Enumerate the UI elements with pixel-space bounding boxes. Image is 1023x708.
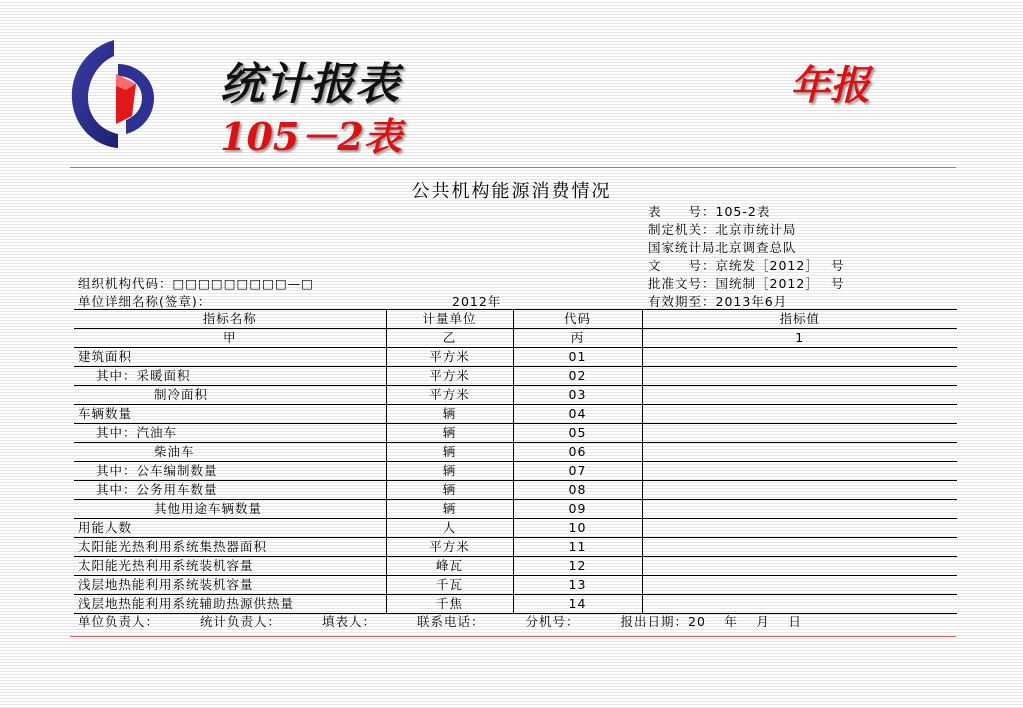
table-row [74,367,957,386]
signature-footer [78,612,838,630]
unit-cell: 千瓦 [386,576,513,595]
unit-cell: 峰瓦 [386,557,513,576]
code-cell: 04 [513,405,642,424]
indicator-name: 柴油车 [74,443,386,462]
footer-phone: 联系电话： [417,614,485,629]
logo-icon [62,34,166,152]
code-cell: 08 [513,481,642,500]
subheader-cell: 丙 [513,329,642,348]
indicator-name: 其他用途车辆数量 [74,500,386,519]
value-cell [642,538,957,557]
value-cell [642,481,957,500]
indicator-name: 太阳能光热利用系统装机容量 [74,557,386,576]
value-cell [642,595,957,614]
data-table [74,309,957,614]
table-row [74,481,957,500]
meta-authority-2: 国家统计局北京调查总队 [648,240,797,255]
table-row [74,405,957,424]
unit-cell: 平方米 [386,386,513,405]
table-row [74,424,957,443]
footer-unit-head: 单位负责人： [78,614,160,629]
form-number: 105－2表 [220,114,402,159]
unit-cell: 辆 [386,500,513,519]
value-cell [642,576,957,595]
table-row [74,519,957,538]
code-cell: 14 [513,595,642,614]
subheader-cell: 甲 [74,329,386,348]
meta-authority: 制定机关：北京市统计局 [648,222,797,237]
table-row [74,462,957,481]
code-cell: 09 [513,500,642,519]
table-subheader-row [74,329,957,348]
table-row [74,576,957,595]
code-cell: 13 [513,576,642,595]
unit-cell: 平方米 [386,348,513,367]
unit-cell: 辆 [386,443,513,462]
meta-form-no: 表 号：105-2表 [648,204,771,219]
code-cell: 07 [513,462,642,481]
footer-extension: 分机号： [525,614,580,629]
unit-cell: 辆 [386,424,513,443]
indicator-name: 用能人数 [74,519,386,538]
value-cell [642,348,957,367]
footer-filler: 填表人： [322,614,377,629]
indicator-name: 制冷面积 [74,386,386,405]
code-cell: 10 [513,519,642,538]
table-header-row [74,310,957,329]
indicator-name: 其中：公车编制数量 [74,462,386,481]
subheader-cell: 乙 [386,329,513,348]
unit-cell: 平方米 [386,538,513,557]
unit-cell: 辆 [386,405,513,424]
table-row [74,557,957,576]
value-cell [642,386,957,405]
indicator-name: 浅层地热能利用系统装机容量 [74,576,386,595]
footer-stat-head: 统计负责人： [200,614,282,629]
report-period: 年报 [790,62,870,109]
code-cell: 05 [513,424,642,443]
indicator-name: 其中：汽油车 [74,424,386,443]
value-cell [642,424,957,443]
table-row [74,386,957,405]
value-cell [642,405,957,424]
header-cell: 计量单位 [386,310,513,329]
table-row [74,443,957,462]
table-row [74,595,957,614]
indicator-name: 太阳能光热利用系统集热器面积 [74,538,386,557]
code-cell: 06 [513,443,642,462]
unit-cell: 辆 [386,462,513,481]
value-cell [642,462,957,481]
header-cell: 指标值 [642,310,957,329]
indicator-name: 其中：公务用车数量 [74,481,386,500]
unit-cell: 人 [386,519,513,538]
subheader-cell: 1 [642,329,957,348]
meta-valid-until: 有效期至：2013年6月 [648,294,788,309]
value-cell [642,519,957,538]
code-cell: 12 [513,557,642,576]
footer-report-date: 报出日期：20 年 月 日 [620,614,802,629]
unit-cell: 辆 [386,481,513,500]
top-divider [70,167,956,168]
indicator-name: 浅层地热能利用系统辅助热源供热量 [74,595,386,614]
unit-cell: 千焦 [386,595,513,614]
code-cell: 01 [513,348,642,367]
header-cell: 指标名称 [74,310,386,329]
unit-cell: 平方米 [386,367,513,386]
meta-doc-no: 文 号：京统发［2012］ 号 [648,258,845,273]
page-title: 统计报表 [220,59,400,110]
table-row [74,348,957,367]
value-cell [642,367,957,386]
indicator-name: 车辆数量 [74,405,386,424]
code-cell: 11 [513,538,642,557]
indicator-name: 其中：采暖面积 [74,367,386,386]
report-year: 2012年 [452,294,502,309]
header-cell: 代码 [513,310,642,329]
meta-approval-no: 批准文号：国统制［2012］ 号 [648,276,845,291]
table-row [74,500,957,519]
indicator-name: 建筑面积 [74,348,386,367]
bottom-divider [70,636,956,637]
value-cell [642,443,957,462]
table-row [74,538,957,557]
report-title: 公共机构能源消费情况 [411,181,612,202]
value-cell [642,500,957,519]
code-cell: 03 [513,386,642,405]
org-code-label: 组织机构代码：□□□□□□□□□—□ [78,276,315,291]
value-cell [642,557,957,576]
unit-name-label: 单位详细名称(签章)： [78,294,212,309]
code-cell: 02 [513,367,642,386]
